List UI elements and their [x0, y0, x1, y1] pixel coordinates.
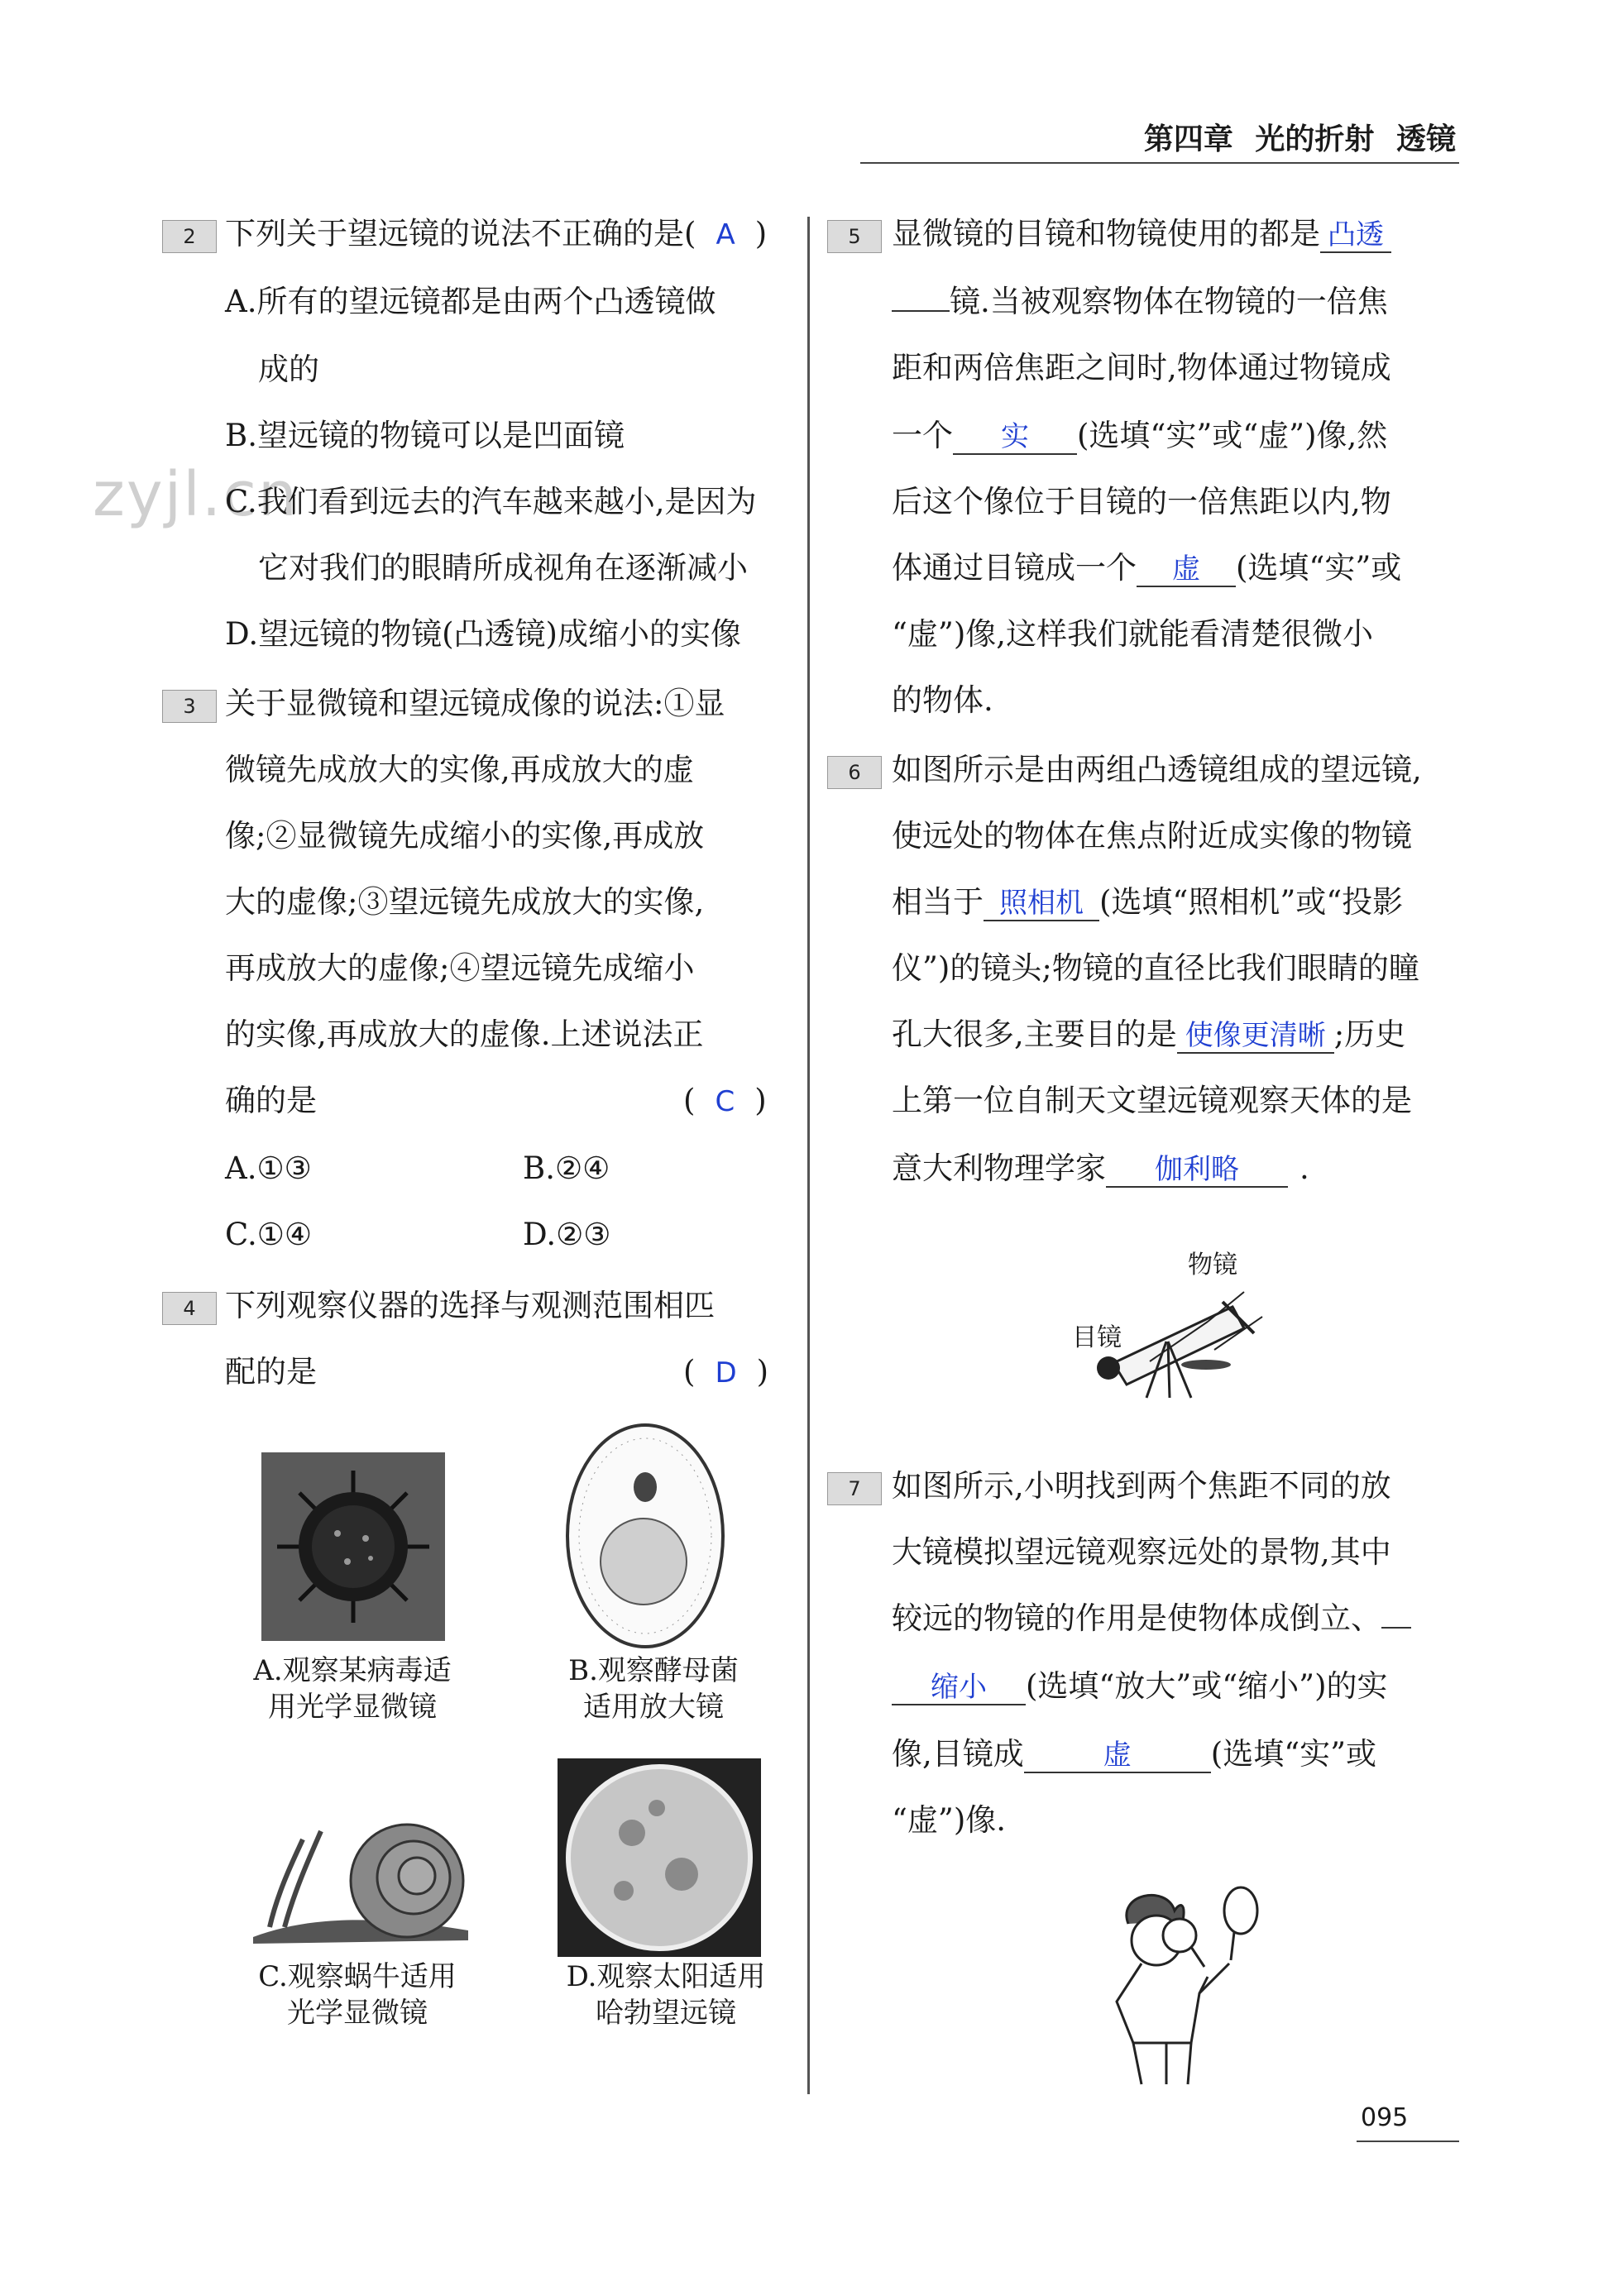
chapter-title: 光的折射 — [1255, 122, 1375, 156]
q5-line-4: 一个 实 (选填“实”或“虚”)像,然 — [892, 418, 1388, 453]
q3-line-3: 像;②显微镜先成缩小的实像,再成放 — [225, 818, 705, 854]
q2-option-a-cont: 成的 — [258, 352, 319, 387]
q2-option-b: B.望远镜的物镜可以是凹面镜 — [225, 418, 625, 453]
watermark: zyjl.cn — [93, 459, 299, 530]
q5-line-6: 体通过目镜成一个 虚 (选填“实”或 — [892, 550, 1402, 586]
q2-option-c-cont: 它对我们的眼睛所成视角在逐渐减小 — [258, 550, 748, 586]
question-number-badge: 2 — [162, 220, 217, 253]
q3-answer-bracket: ( C ) — [683, 1083, 767, 1118]
q4-line-1: 下列观察仪器的选择与观测范围相匹 — [225, 1288, 715, 1323]
q6-line-6: 上第一位自制天文望远镜观察天体的是 — [892, 1083, 1412, 1118]
q7-line-2: 大镜模拟望远镜观察远处的景物,其中 — [892, 1534, 1391, 1570]
q6-line-1: 如图所示是由两组凸透镜组成的望远镜, — [892, 752, 1422, 787]
q6-answer-3: 伽利略 — [1155, 1153, 1239, 1186]
q5-line-8: 的物体. — [892, 682, 993, 718]
question-number-badge: 4 — [162, 1292, 217, 1325]
q3-line-7: 确的是 — [225, 1083, 317, 1118]
q4-line-2: 配的是 — [225, 1354, 317, 1390]
q7-answer-1: 缩小 — [931, 1671, 987, 1704]
q7-line-1: 如图所示,小明找到两个焦距不同的放 — [892, 1468, 1391, 1504]
q2-option-a: A.所有的望远镜都是由两个凸透镜做 — [225, 284, 716, 319]
q3-option-b: B.②④ — [523, 1150, 610, 1186]
question-number-badge: 7 — [827, 1472, 882, 1505]
q7-line-4: 缩小 (选填“放大”或“缩小”)的实 — [892, 1666, 1388, 1707]
q2-stem: 下列关于望远镜的说法不正确的是( A ) — [225, 216, 768, 251]
q5-answer-3: 虚 — [1172, 552, 1200, 586]
q3-line-6: 的实像,再成放大的虚像.上述说法正 — [225, 1016, 704, 1052]
q7-answer-2: 虚 — [1103, 1739, 1132, 1772]
telescope-diagram — [1067, 1274, 1282, 1414]
q5-line-3: 距和两倍焦距之间时,物体通过物镜成 — [892, 350, 1391, 385]
q6-line-5: 孔大很多,主要目的是 使像更清晰 ;历史 — [892, 1016, 1406, 1052]
q6-line-4: 仪”)的镜头;物镜的直径比我们眼睛的瞳 — [892, 950, 1419, 986]
q3-line-4: 大的虚像;③望远镜先成放大的实像, — [225, 884, 705, 920]
q6-answer-1: 照相机 — [999, 887, 1084, 920]
q3-option-c: C.①④ — [225, 1217, 313, 1252]
caption-c: C.观察蜗牛适用 光学显微镜 — [258, 1960, 457, 2030]
q3-answer: C — [715, 1085, 735, 1118]
q2-answer: A — [716, 218, 735, 251]
q6-line-2: 使远处的物体在焦点附近成实像的物镜 — [892, 818, 1412, 854]
q5-line-7: “虚”)像,这样我们就能看清楚很微小 — [892, 616, 1374, 652]
sun-image — [558, 1758, 761, 1957]
q4-answer-bracket: ( D ) — [683, 1354, 769, 1390]
q5-line-1: 显微镜的目镜和物镜使用的都是 凸透 — [892, 213, 1391, 255]
q5-line-5: 后这个像位于目镜的一倍焦距以内,物 — [892, 484, 1391, 519]
objective-lens-label: 物镜 — [1188, 1251, 1237, 1280]
q3-option-d: D.②③ — [523, 1217, 611, 1252]
virus-image — [261, 1452, 445, 1641]
q5-answer-1: 凸透 — [1328, 218, 1384, 251]
yeast-image — [562, 1419, 728, 1653]
page-number: 095 — [1361, 2103, 1409, 2132]
q5-answer-2: 实 — [1001, 420, 1029, 453]
q3-line-2: 微镜先成放大的实像,再成放大的虚 — [225, 752, 694, 787]
q5-line-2: 镜.当被观察物体在物镜的一倍焦 — [892, 281, 1388, 323]
q3-line-5: 再成放大的虚像;④望远镜先成缩小 — [225, 950, 695, 986]
eyepiece-label: 目镜 — [1072, 1323, 1122, 1352]
caption-a: A.观察某病毒适 用光学显微镜 — [253, 1654, 452, 1724]
question-number-badge: 5 — [827, 220, 882, 253]
chapter-number: 第四章 — [1143, 122, 1233, 156]
page-number-rule — [1357, 2141, 1459, 2142]
caption-d: D.观察太阳适用 哈勃望远镜 — [566, 1960, 766, 2030]
q4-answer: D — [715, 1356, 737, 1390]
q2-option-c: C.我们看到远去的汽车越来越小,是因为 — [225, 484, 757, 519]
q7-line-6: “虚”)像. — [892, 1802, 1007, 1838]
column-divider — [807, 217, 810, 2094]
q3-line-1: 关于显微镜和望远镜成像的说法:①显 — [225, 686, 725, 721]
q6-line-3: 相当于 照相机 (选填“照相机”或“投影 — [892, 884, 1404, 920]
snail-image — [245, 1791, 478, 1945]
chapter-header — [1144, 116, 1456, 158]
q3-option-a: A.①③ — [225, 1150, 312, 1186]
q7-line-3: 较远的物镜的作用是使物体成倒立、 — [892, 1598, 1411, 1639]
chapter-topic: 透镜 — [1395, 122, 1456, 156]
question-number-badge: 3 — [162, 690, 217, 723]
q2-option-d: D.望远镜的物镜(凸透镜)成缩小的实像 — [225, 616, 741, 652]
q6-answer-2: 使像更清晰 — [1185, 1019, 1326, 1052]
q6-line-7: 意大利物理学家 伽利略 . — [892, 1150, 1309, 1186]
boy-with-magnifiers-illustration — [1084, 1877, 1282, 2093]
caption-b: B.观察酵母菌 适用放大镜 — [568, 1654, 739, 1724]
question-number-badge: 6 — [827, 756, 882, 789]
q7-line-5: 像,目镜成 虚 (选填“实”或 — [892, 1736, 1377, 1772]
header-rule — [860, 162, 1459, 164]
